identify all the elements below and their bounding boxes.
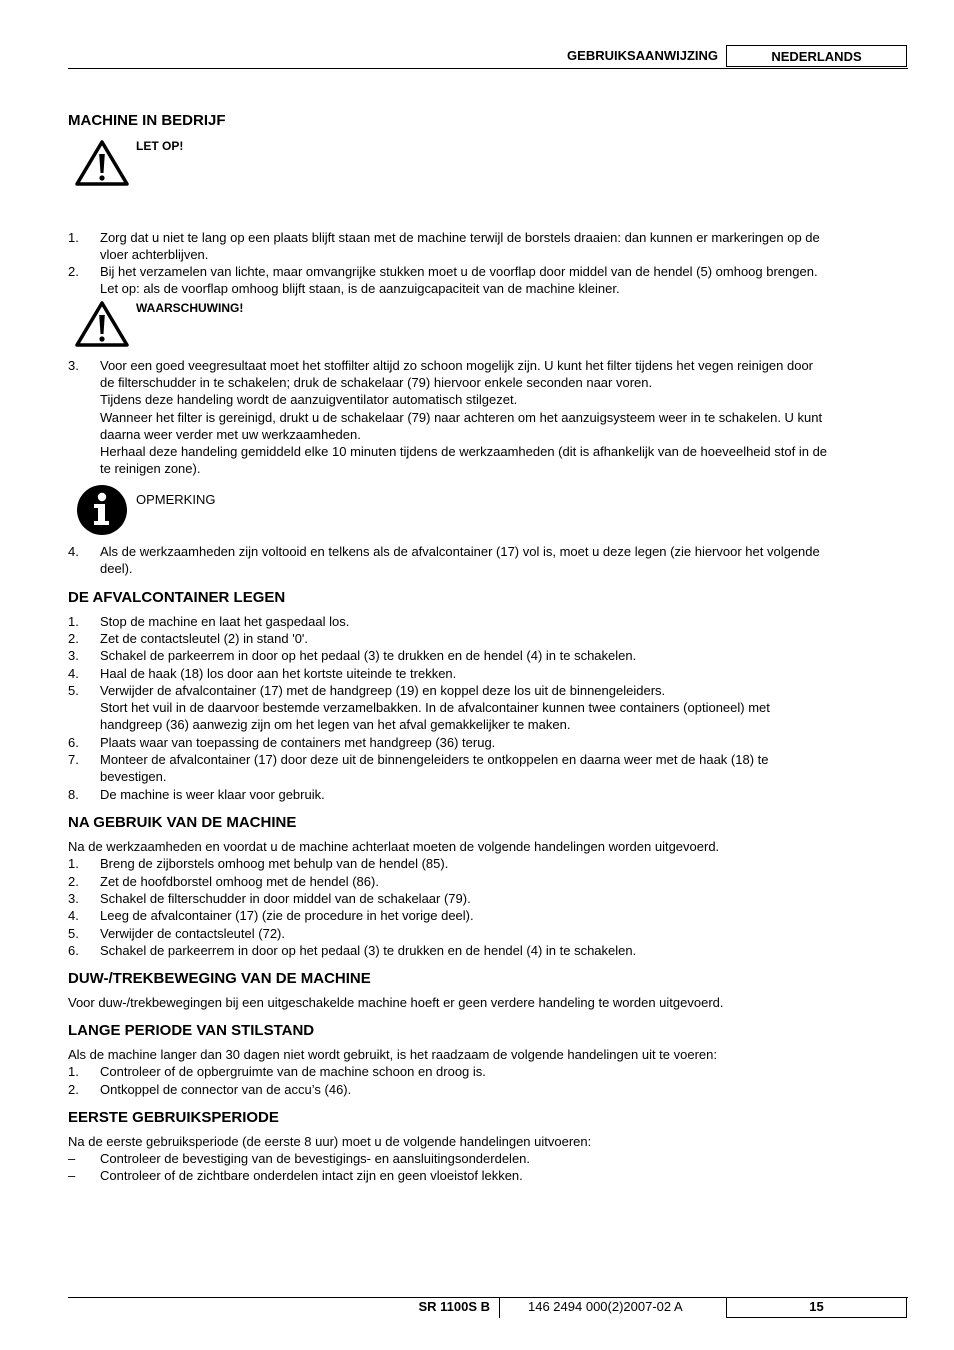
list-item-number: 1. xyxy=(68,856,79,871)
section-heading-duw-trekbeweging: DUW-/TREKBEWEGING VAN DE MACHINE xyxy=(68,970,371,987)
list-item-number: 3. xyxy=(68,648,79,663)
list-item-line: Wanneer het filter is gereinigd, drukt u de schakelaar (79) naar achteren om het aanzuigsysteem weer in te schakelen. U kunt xyxy=(100,409,823,425)
list-item: Verwijder de contactsleutel (72). xyxy=(100,926,285,941)
info-icon xyxy=(76,484,128,536)
header-title: GEBRUIKSAANWIJZING xyxy=(567,48,718,63)
list-item-line: Verwijder de afvalcontainer (17) met de handgreep (19) en koppel deze los uit de binnengeleiders. xyxy=(100,683,666,698)
list-item-line: Bij het verzamelen van lichte, maar omvangrijke stukken moet u de voorflap door middel van de hendel (5) omhoog brengen. xyxy=(100,264,818,279)
list-item: Plaats waar van toepassing de containers met handgreep (36) terug. xyxy=(100,735,496,750)
list-item-number: 4. xyxy=(68,908,79,923)
list-item-bullet: – xyxy=(68,1151,76,1166)
list-item-line: handgreep (36) aanwezig zijn om het legen van het afval gemakkelijker te maken. xyxy=(100,717,571,733)
list-item-line: bevestigen. xyxy=(100,769,167,785)
list-item: Schakel de parkeerrem in door op het pedaal (3) te drukken en de hendel (4) in te schakelen. xyxy=(100,648,637,663)
section-intro: Als de machine langer dan 30 dagen niet wordt gebruikt, is het raadzaam de volgende handelingen uit te voeren: xyxy=(68,1047,717,1062)
list-item-number: 1. xyxy=(68,1064,79,1079)
section-intro: Na de eerste gebruiksperiode (de eerste 8 uur) moet u de volgende handelingen uitvoeren: xyxy=(68,1134,592,1149)
list-item: Stop de machine en laat het gaspedaal los. xyxy=(100,614,350,629)
list-item xyxy=(100,263,908,297)
list-item-number: 4. xyxy=(68,544,79,559)
list-item xyxy=(100,543,908,577)
list-item-number: 2. xyxy=(68,264,79,279)
section-heading-machine-in-bedrijf: MACHINE IN BEDRIJF xyxy=(68,112,226,129)
list-item-number: 3. xyxy=(68,891,79,906)
list-item-number: 3. xyxy=(68,358,79,373)
section-heading-lange-periode: LANGE PERIODE VAN STILSTAND xyxy=(68,1022,315,1039)
list-item: Controleer of de zichtbare onderdelen intact zijn en geen vloeistof lekken. xyxy=(100,1168,523,1183)
list-item-number: 5. xyxy=(68,683,79,698)
list-item-line: deel). xyxy=(100,561,133,577)
list-item: Ontkoppel de connector van de accu’s (46). xyxy=(100,1082,352,1097)
list-item-number: 8. xyxy=(68,787,79,802)
header-language-box: NEDERLANDS xyxy=(726,45,907,67)
list-item-number: 2. xyxy=(68,1082,79,1097)
list-item-bullet: – xyxy=(68,1168,76,1183)
list-item xyxy=(100,229,908,263)
list-item-line: Tijdens deze handeling wordt de aanzuigventilator automatisch stilgezet. xyxy=(100,392,518,408)
list-item xyxy=(100,751,908,785)
list-item: Zet de hoofdborstel omhoog met de hendel (86). xyxy=(100,874,379,889)
list-item-line: Zorg dat u niet te lang op een plaats blijft staan met de machine terwijl de borstels draaien: dan kunnen er markeringen op de xyxy=(100,230,820,245)
section-heading-eerste-gebruiksperiode: EERSTE GEBRUIKSPERIODE xyxy=(68,1109,279,1126)
list-item: Schakel de filterschudder in door middel van de schakelaar (79). xyxy=(100,891,471,906)
caution-label: LET OP! xyxy=(136,139,184,153)
list-item-line: de filterschudder in te schakelen; druk de schakelaar (79) hiervoor enkele seconden naar voren. xyxy=(100,375,653,391)
warning-label: WAARSCHUWING! xyxy=(136,301,244,315)
list-item-number: 6. xyxy=(68,943,79,958)
list-item-line: Herhaal deze handeling gemiddeld elke 10 minuten tijdens de werkzaamheden (dit is afhankelijk van de hoeveelheid stof in de xyxy=(100,444,828,460)
list-item-number: 2. xyxy=(68,631,79,646)
list-item-line: Voor een goed veegresultaat moet het stoffilter altijd zo schoon mogelijk zijn. U kunt het filter tijdens het vegen reinigen door xyxy=(100,358,814,373)
list-item-line: daarna weer verder met uw werkzaamheden. xyxy=(100,426,361,442)
list-item-number: 5. xyxy=(68,926,79,941)
list-item: Leeg de afvalcontainer (17) (zie de procedure in het vorige deel). xyxy=(100,908,474,923)
header-rule xyxy=(68,68,908,69)
list-item: Controleer de bevestiging van de bevestigings- en aansluitingsonderdelen. xyxy=(100,1151,531,1166)
list-item: Haal de haak (18) los door aan het kortste uiteinde te trekken. xyxy=(100,666,457,681)
list-item-line: te reinigen zone). xyxy=(100,461,201,477)
list-item-line: Stort het vuil in de daarvoor bestemde verzamelbakken. In de afvalcontainer kunnen twee containers (optioneel) met xyxy=(100,700,770,716)
list-item: Zet de contactsleutel (2) in stand '0'. xyxy=(100,631,309,646)
section-heading-afvalcontainer-legen: DE AFVALCONTAINER LEGEN xyxy=(68,589,286,606)
list-item: Controleer of de opbergruimte van de machine schoon en droog is. xyxy=(100,1064,486,1079)
list-item: De machine is weer klaar voor gebruik. xyxy=(100,787,325,802)
list-item-number: 1. xyxy=(68,614,79,629)
list-item-number: 2. xyxy=(68,874,79,889)
list-item: Schakel de parkeerrem in door op het pedaal (3) te drukken en de hendel (4) in te schakelen. xyxy=(100,943,637,958)
footer-document-code: 146 2494 000(2)2007-02 A xyxy=(528,1299,683,1314)
list-item: Breng de zijborstels omhoog met behulp van de hendel (85). xyxy=(100,856,449,871)
footer-model: SR 1100S B xyxy=(418,1299,490,1314)
section-intro: Na de werkzaamheden en voordat u de machine achterlaat moeten de volgende handelingen worden uitgevoerd. xyxy=(68,839,720,854)
list-item xyxy=(100,357,908,477)
section-text: Voor duw-/trekbewegingen bij een uitgeschakelde machine hoeft er geen verdere handeling te worden uitgevoerd. xyxy=(68,995,724,1010)
warning-triangle-icon xyxy=(74,299,130,349)
footer-page-number: 15 xyxy=(726,1297,907,1318)
list-item-line: vloer achterblijven. xyxy=(100,247,209,263)
list-item-number: 1. xyxy=(68,230,79,245)
section-heading-na-gebruik: NA GEBRUIK VAN DE MACHINE xyxy=(68,814,297,831)
footer-separator xyxy=(499,1297,500,1318)
list-item xyxy=(100,682,908,734)
list-item-line: Let op: als de voorflap omhoog blijft staan, is de aanzuigcapaciteit van de machine kleiner. xyxy=(100,281,620,297)
list-item-number: 4. xyxy=(68,666,79,681)
list-item-line: Monteer de afvalcontainer (17) door deze uit de binnengeleiders te ontkoppelen en daarna weer met de haak (18) te xyxy=(100,752,769,767)
list-item-number: 7. xyxy=(68,752,79,767)
note-label: OPMERKING xyxy=(136,492,216,507)
list-item-number: 6. xyxy=(68,735,79,750)
list-item-line: Als de werkzaamheden zijn voltooid en telkens als de afvalcontainer (17) vol is, moet u deze legen (zie hiervoor het volgende xyxy=(100,544,820,559)
warning-triangle-icon xyxy=(74,138,130,188)
